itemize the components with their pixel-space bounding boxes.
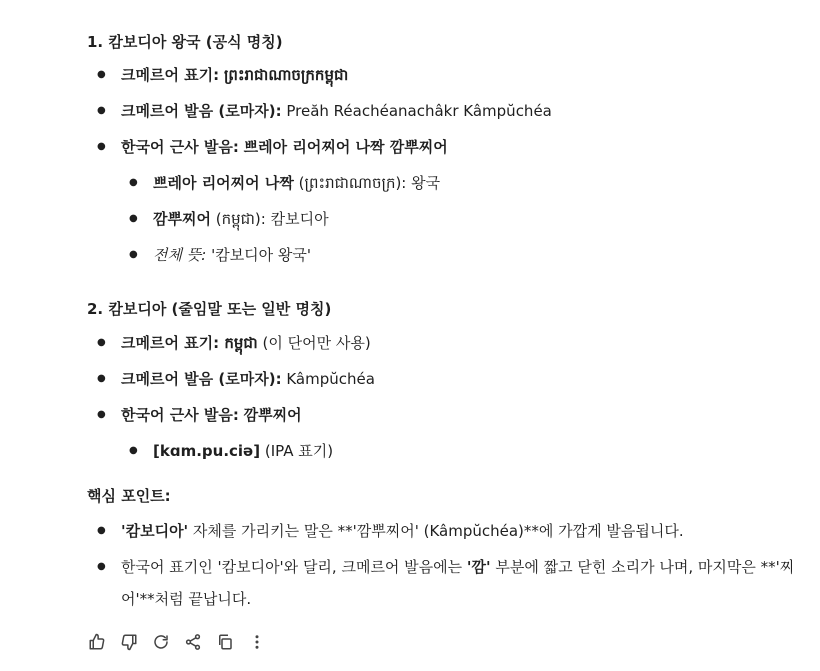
list-item bbox=[97, 368, 375, 390]
point-text-post: 부분에 짧고 닫힌 소리가 나며, 마지막은 **'찌어'**처럼 끝납니다. bbox=[121, 558, 795, 608]
item-label: 크메르어 발음 (로마자): bbox=[121, 102, 282, 120]
bullet-icon: ● bbox=[97, 373, 106, 384]
point-bold: '캄보디아' bbox=[121, 522, 189, 540]
bullet-icon: ● bbox=[97, 561, 106, 572]
item-value: '캄보디아 왕국' bbox=[211, 246, 312, 264]
thumbs-down-button[interactable] bbox=[118, 631, 140, 653]
point-text: 자체를 가리키는 말은 **'깜뿌찌어' (Kâmpŭchéa)**에 가깝게 발음됩니다. bbox=[188, 522, 684, 540]
bullet-icon: ● bbox=[97, 409, 106, 420]
bullet-icon: ● bbox=[129, 177, 138, 188]
sub-list-item bbox=[129, 208, 329, 230]
more-options-button[interactable] bbox=[246, 631, 268, 653]
thumbs-down-icon bbox=[120, 633, 138, 651]
section-1-title: 1. 캄보디아 왕국 (공식 명칭) bbox=[87, 33, 283, 51]
list-item bbox=[97, 404, 302, 426]
sub-list-item bbox=[129, 440, 334, 462]
list-item bbox=[97, 332, 371, 354]
item-value: Kâmpŭchéa bbox=[286, 370, 375, 388]
bullet-icon: ● bbox=[97, 105, 106, 116]
thumbs-up-icon bbox=[88, 633, 106, 651]
copy-icon bbox=[216, 633, 234, 651]
list-item bbox=[97, 520, 684, 542]
share-button[interactable] bbox=[182, 631, 204, 653]
item-value: Preăh Réachéanachâkr Kâmpŭchéa bbox=[286, 102, 552, 120]
bullet-icon: ● bbox=[129, 249, 138, 260]
item-value: ព្រះរាជាណាចក្រកម្ពុជា bbox=[223, 66, 349, 84]
item-label: 크메르어 표기: កម្ពុជា bbox=[121, 334, 258, 352]
response-actions-toolbar bbox=[86, 631, 268, 653]
list-item bbox=[97, 551, 797, 615]
bullet-icon: ● bbox=[97, 69, 106, 80]
sub-list-item bbox=[129, 244, 312, 266]
item-value: (ព្រះរាជាណាចក្រ): 왕국 bbox=[298, 174, 441, 192]
copy-button[interactable] bbox=[214, 631, 236, 653]
item-label: 크메르어 표기: bbox=[121, 66, 220, 84]
item-label: 쁘레아 리어찌어 나짝 bbox=[153, 174, 294, 192]
regenerate-icon bbox=[152, 633, 170, 651]
section-2-title: 2. 캄보디아 (줄임말 또는 일반 명칭) bbox=[87, 300, 332, 318]
item-value: 쁘레아 리어찌어 나짝 깜뿌찌어 bbox=[243, 138, 448, 156]
list-item bbox=[97, 64, 349, 86]
thumbs-up-button[interactable] bbox=[86, 631, 108, 653]
bullet-icon: ● bbox=[129, 213, 138, 224]
item-label: 깜뿌찌어 bbox=[153, 210, 211, 228]
item-label: [kɑm.pu.ciə] bbox=[153, 442, 261, 460]
bullet-icon: ● bbox=[97, 525, 106, 536]
share-icon bbox=[184, 633, 202, 651]
bullet-icon: ● bbox=[97, 337, 106, 348]
item-value: 깜뿌찌어 bbox=[243, 406, 302, 424]
sub-list-item bbox=[129, 172, 441, 194]
bullet-icon: ● bbox=[97, 141, 106, 152]
point-bold: '깜' bbox=[466, 558, 491, 576]
point-text-pre: 한국어 표기인 '캄보디아'와 달리, 크메르어 발음에는 bbox=[121, 558, 467, 576]
item-value: (IPA 표기) bbox=[264, 442, 334, 460]
key-points-title: 핵심 포인트: bbox=[87, 487, 171, 505]
list-item bbox=[97, 136, 448, 158]
regenerate-button[interactable] bbox=[150, 631, 172, 653]
list-item bbox=[97, 100, 552, 122]
item-label: 크메르어 발음 (로마자): bbox=[121, 370, 282, 388]
item-label: 전체 뜻: bbox=[153, 246, 207, 264]
item-label: 한국어 근사 발음: bbox=[121, 406, 239, 424]
item-label: 한국어 근사 발음: bbox=[121, 138, 239, 156]
item-value: (이 단어만 사용) bbox=[262, 334, 371, 352]
more-icon bbox=[248, 633, 266, 651]
item-value: (កម្ពុជា): 캄보디아 bbox=[215, 210, 329, 228]
bullet-icon: ● bbox=[129, 445, 138, 456]
